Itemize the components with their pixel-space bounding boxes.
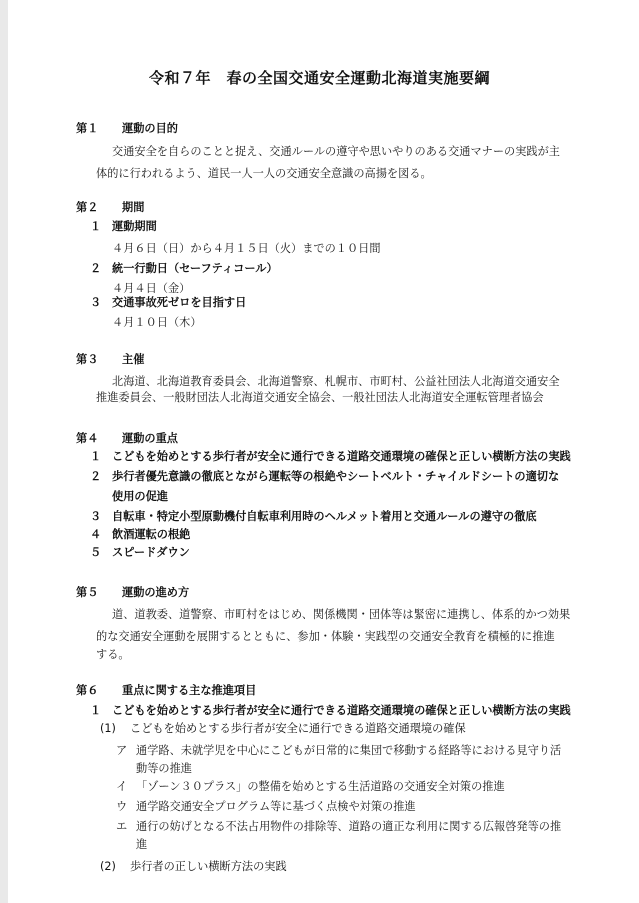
item-label: こどもを始めとする歩行者が安全に通行できる道路交通環境の確保と正しい横断方法の実践 — [112, 450, 571, 463]
focus-item — [90, 528, 190, 542]
period-item — [90, 262, 278, 276]
focus-item-continuation: 使用の促進 — [112, 490, 168, 503]
item-label: 運動期間 — [112, 220, 157, 233]
item-number: ５ — [90, 546, 102, 559]
focus-item — [90, 450, 571, 464]
section-5-line: 道、道教委、道警察、市町村をはじめ、関係機関・団体等は緊密に連携し、体系的かつ効果 — [112, 608, 571, 621]
section-4-heading — [76, 432, 178, 446]
point-continuation: 進 — [136, 838, 148, 851]
section-2-heading — [76, 201, 144, 215]
section-number: 第６ — [76, 684, 99, 697]
focus-item — [90, 510, 537, 524]
section-1-line: 交通安全を自らのことと捉え、交通ルールの遵守や思いやりのある交通マナーの実践が主 — [112, 145, 560, 158]
item-number: ４ — [90, 528, 102, 541]
item-number: １ — [90, 220, 102, 233]
point-marker: ア — [116, 744, 128, 757]
promotion-point — [116, 744, 561, 758]
point-text: 「ゾーン３０プラス」の整備を始めとする生活道路の交通安全対策の推進 — [136, 780, 505, 793]
point-text: 通学路交通安全プログラム等に基づく点検や対策の推進 — [136, 800, 416, 813]
period-detail: ４月６日（日）から４月１５日（火）までの１０日間 — [112, 242, 381, 255]
period-detail: ４月１０日（木） — [112, 316, 202, 329]
section-5-heading — [76, 586, 189, 600]
item-label: 自転車・特定小型原動機付自転車利用時のヘルメット着用と交通ルールの遵守の徹底 — [112, 510, 537, 523]
document-title: 令和７年 春の全国交通安全運動北海道実施要綱 — [148, 69, 490, 87]
item-label: こどもを始めとする歩行者が安全に通行できる道路交通環境の確保と正しい横断方法の実践 — [112, 704, 571, 717]
section-5-line: 的な交通安全運動を展開するとともに、参加・体験・実践型の交通安全教育を積極的に推進 — [96, 630, 555, 643]
subitem-number: (1) — [100, 722, 116, 735]
point-marker: イ — [116, 780, 128, 793]
promotion-point — [116, 800, 416, 814]
section-title: 運動の重点 — [122, 432, 178, 445]
item-label: 飲酒運転の根絶 — [112, 528, 191, 541]
item-number: ２ — [90, 470, 102, 483]
promotion-subitem — [100, 860, 287, 874]
promotion-subitem — [100, 722, 466, 736]
section-title: 主催 — [122, 353, 145, 366]
page-edge — [0, 0, 8, 903]
subitem-number: (2) — [100, 860, 116, 873]
item-label: 歩行者優先意識の徹底とながら運転等の根絶やシートベルト・チャイルドシートの適切な — [112, 470, 560, 483]
section-number: 第５ — [76, 586, 99, 599]
item-number: １ — [90, 704, 102, 717]
promotion-point — [116, 780, 505, 794]
section-title: 期間 — [122, 201, 145, 214]
item-number: ２ — [90, 262, 102, 275]
point-marker: エ — [116, 820, 128, 833]
section-number: 第１ — [76, 122, 99, 135]
section-number: 第３ — [76, 353, 99, 366]
subitem-label: 歩行者の正しい横断方法の実践 — [130, 860, 287, 873]
point-continuation: 動等の推進 — [136, 762, 192, 775]
period-item — [90, 220, 157, 234]
section-number: 第４ — [76, 432, 99, 445]
item-number: ３ — [90, 510, 102, 523]
item-label: 交通事故死ゼロを目指す日 — [112, 296, 247, 309]
section-1-line: 体的に行われるよう、道民一人一人の交通安全意識の高揚を図る。 — [96, 167, 432, 180]
focus-item — [90, 470, 559, 484]
item-label: 統一行動日（セーフティコール） — [112, 262, 278, 275]
section-5-line: する。 — [96, 648, 130, 661]
section-6-heading — [76, 684, 256, 698]
point-marker: ウ — [116, 800, 128, 813]
section-title: 運動の進め方 — [122, 586, 190, 599]
section-number: 第２ — [76, 201, 99, 214]
promotion-item — [90, 704, 571, 718]
item-number: １ — [90, 450, 102, 463]
point-text: 通学路、未就学児を中心にこどもが日常的に集団で移動する経路等における見守り活 — [136, 744, 562, 757]
organizers-line: 北海道、北海道教育委員会、北海道警察、札幌市、市町村、公益社団法人北海道交通安全 — [112, 375, 560, 388]
focus-item — [90, 546, 190, 560]
subitem-label: こどもを始めとする歩行者が安全に通行できる道路交通環境の確保 — [130, 722, 466, 735]
organizers-line: 推進委員会、一般財団法人北海道交通安全協会、一般社団法人北海道安全運転管理者協会 — [96, 391, 544, 404]
period-item — [90, 296, 246, 310]
promotion-point — [116, 820, 561, 834]
section-title: 運動の目的 — [122, 122, 178, 135]
period-detail: ４月４日（金） — [112, 282, 191, 295]
point-text: 通行の妨げとなる不法占用物件の排除等、道路の適正な利用に関する広報啓発等の推 — [136, 820, 562, 833]
section-3-heading — [76, 353, 144, 367]
section-1-heading — [76, 122, 178, 136]
item-number: ３ — [90, 296, 102, 309]
section-title: 重点に関する主な推進項目 — [122, 684, 257, 697]
item-label: スピードダウン — [112, 546, 190, 559]
